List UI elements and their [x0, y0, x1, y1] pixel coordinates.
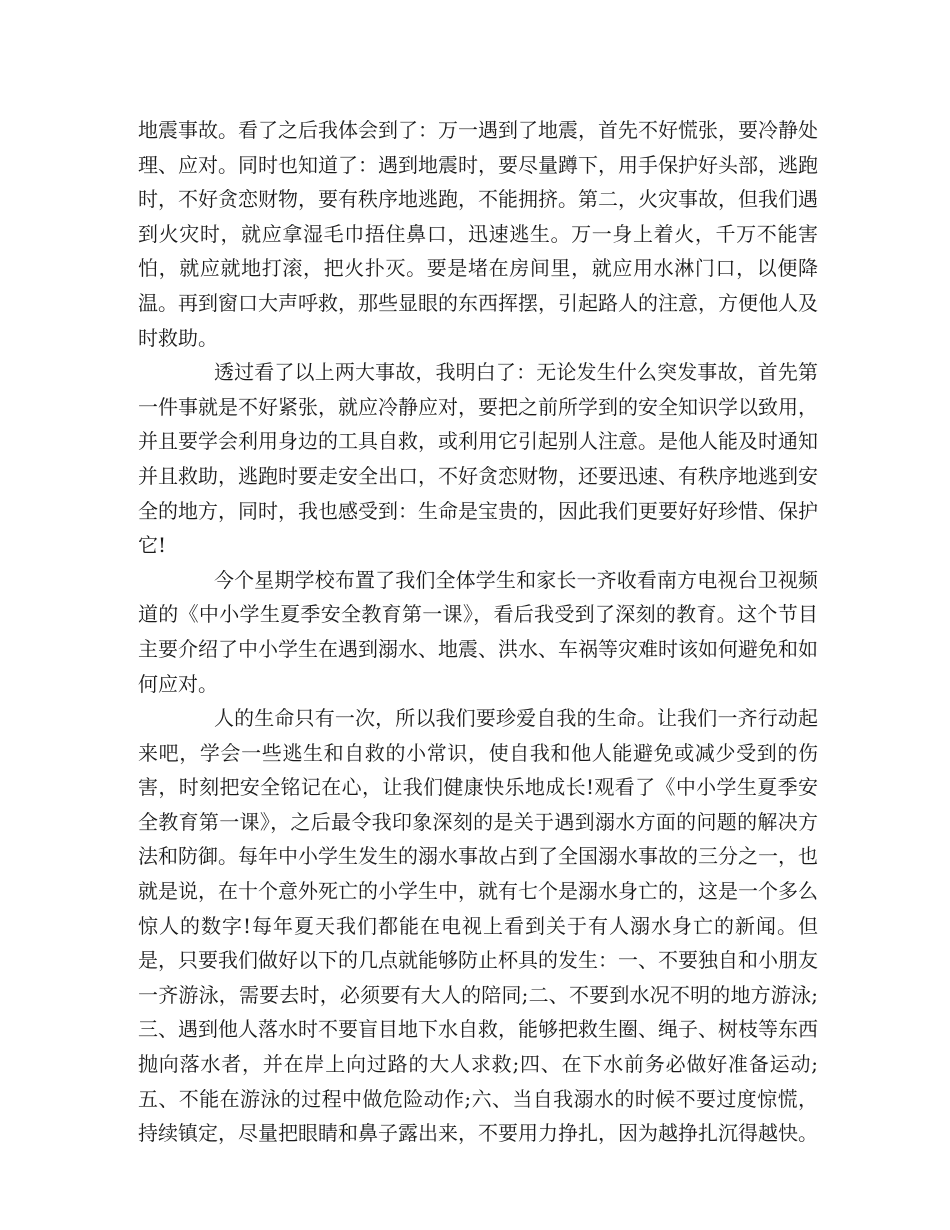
paragraph-3: 今个星期学校布置了我们全体学生和家长一齐收看南方电视台卫视频道的《中小学生夏季安全教育第一课》，看后我受到了深刻的教育。这个节目主要介绍了中小学生在遇到溺水、地震、洪水、车祸等灾难时该如何避免和如何应对。: [138, 567, 818, 696]
document-body: [138, 113, 818, 1151]
paragraph-2: 透过看了以上两大事故，我明白了：无论发生什么突发事故，首先第一件事就是不好紧张，就应冷静应对，要把之前所学到的安全知识学以致用，并且要学会利用身边的工具自救，或利用它引起别人注意。是他人能及时通知并且救助，逃跑时要走安全出口，不好贪恋财物，还要迅速、有秩序地逃到安全的地方，同时，我也感受到：生命是宝贵的，因此我们更要好好珍惜、保护它!: [138, 360, 818, 558]
paragraph-1: 地震事故。看了之后我体会到了：万一遇到了地震，首先不好慌张，要冷静处理、应对。同时也知道了：遇到地震时，要尽量蹲下，用手保护好头部，逃跑时，不好贪恋财物，要有秩序地逃跑，不能拥挤。第二，火灾事故，但我们遇到火灾时，就应拿湿毛巾捂住鼻口，迅速逃生。万一身上着火，千万不能害怕，就应就地打滚，把火扑灭。要是堵在房间里，就应用水淋门口，以便降温。再到窗口大声呼救，那些显眼的东西挥摆，引起路人的注意，方便他人及时救助。: [138, 118, 818, 350]
paragraph-4: 人的生命只有一次，所以我们要珍爱自我的生命。让我们一齐行动起来吧，学会一些逃生和自救的小常识，使自我和他人能避免或减少受到的伤害，时刻把安全铭记在心，让我们健康快乐地成长!观看了《中小学生夏季安全教育第一课》，之后最令我印象深刻的是关于遇到溺水方面的问题的解决方法和防御。每年中小学生发生的溺水事故占到了全国溺水事故的三分之一，也就是说，在十个意外死亡的小学生中，就有七个是溺水身亡的，这是一个多么惊人的数字!每年夏天我们都能在电视上看到关于有人溺水身亡的新闻。但是，只要我们做好以下的几点就能够防止杯具的发生：一、不要独自和小朋友一齐游泳，需要去时，必须要有大人的陪同;二、不要到水况不明的地方游泳;三、遇到他人落水时不要盲目地下水自救，能够把救生圈、绳子、树枝等东西抛向落水者，并在岸上向过路的大人求救;四、在下水前务必做好准备运动;五、不能在游泳的过程中做危险动作;六、当自我溺水的时候不要过度惊慌，持续镇定，尽量把眼睛和鼻子露出来，不要用力挣扎，因为越挣扎沉得越快。: [138, 706, 818, 1146]
